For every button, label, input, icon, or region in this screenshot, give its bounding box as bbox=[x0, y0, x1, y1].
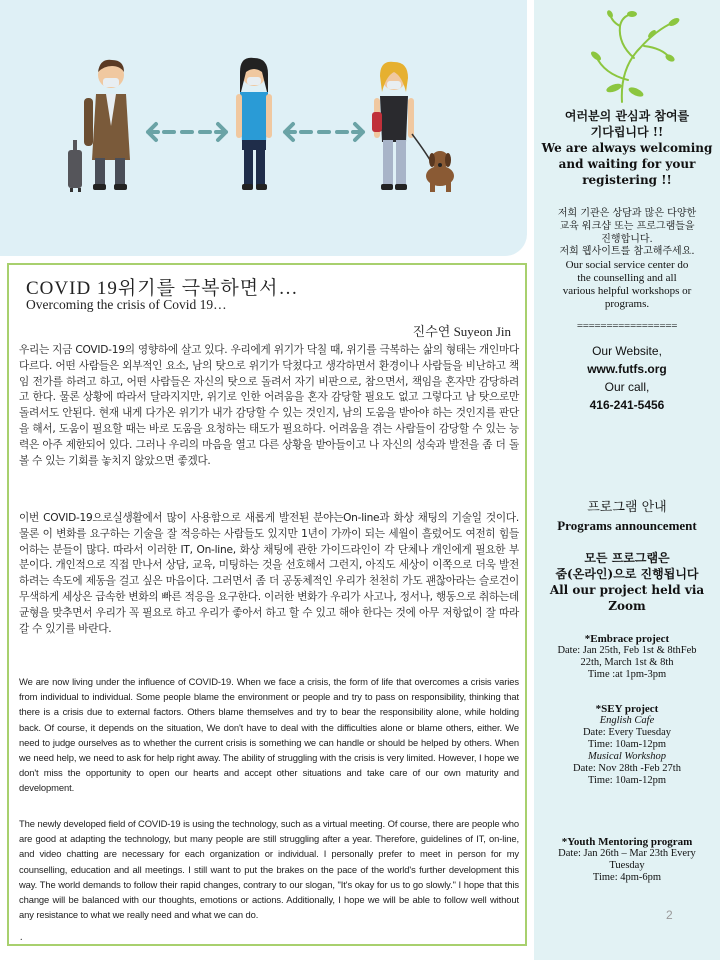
page-number: 2 bbox=[666, 908, 673, 922]
vine-decoration-icon bbox=[574, 8, 684, 104]
program-sey bbox=[534, 703, 720, 787]
programs-title-ko: 프로그램 안내 bbox=[587, 500, 667, 515]
program-date-cont: Tuesday bbox=[609, 860, 645, 871]
program-time: Time: 10am-12pm bbox=[587, 775, 667, 786]
desc-en-line-1: Our social service center do bbox=[565, 259, 689, 272]
zoom-ko-line-2: 줌(온라인)으로 진행됩니다 bbox=[555, 567, 699, 581]
program-subtitle: Musical Workshop bbox=[587, 751, 667, 762]
desc-en-line-2: the counselling and all bbox=[577, 271, 677, 284]
programs-heading bbox=[534, 499, 720, 535]
phone-number[interactable]: 416-241-5456 bbox=[589, 398, 665, 412]
desc-en-line-4: programs. bbox=[604, 297, 650, 310]
social-distancing-illustration bbox=[0, 0, 527, 256]
programs-title-en: Programs announcement bbox=[557, 518, 697, 533]
welcome-message bbox=[534, 108, 720, 188]
website-label: Our Website, bbox=[592, 344, 662, 358]
program-name: *Embrace project bbox=[584, 633, 670, 645]
article-paragraph-ko-1: 우리는 지금 COVID-19의 영향하에 살고 있다. 우리에게 위기가 닥칠 때, 위기를 극복하는 삶의 형태는 개인마다 다르다. 어떤 사람들은 외부적인 요소, 남의 탓으로 위기가 닥쳤다고 생각하면서 환경이나 사람들을 비난하고 책임 전가를 하려고 하고, 어떤 사람들은 자신의 탓으로 돌려서 자기 비판으로, 참으면서, 책임을 혼자만 감당하려고 한다. 물론 상황에 따라서 달라지지만, 위기로 인한 어려움을 혼자 감당할 필요도 없고 그렇다고 남 탓으로만 돌려서도 안된다. 현재 내게 다가온 위기가 내가 감당할 수 있는 것인지, 남의 도움을 받아야 하는 것인지를 판단을 해서, 도움이 필요할 때는 바로 도움을 요청하는 태도가 필요하다. 어려움을 겪는 사람들이 감당할 수 있는 능력은 아주 제한되어 있다. 그러나 우리의 마음을 열고 다른 상황을 받아들이고 나 자신의 성숙과 발전을 좀 더 돌볼 수 있는 기회를 놓치지 않았으면 좋겠다. bbox=[19, 344, 519, 467]
welcome-ko-line-1: 여러분의 관심과 참여를 bbox=[564, 109, 690, 123]
welcome-en-line-3: registering !! bbox=[582, 173, 672, 187]
program-date: Date: Jan 26th – Mar 23th Every bbox=[558, 848, 696, 859]
program-youth-mentoring bbox=[534, 836, 720, 884]
welcome-en-line-2: and waiting for your bbox=[558, 157, 696, 171]
zoom-en-line-1: All our project held via bbox=[549, 583, 705, 597]
separator-line: ================= bbox=[576, 320, 678, 332]
program-date-cont: 22th, March 1st & 8th bbox=[580, 657, 674, 668]
footer-mark: . bbox=[20, 932, 23, 943]
program-subtitle: English Cafe bbox=[599, 715, 655, 726]
article-title: COVID 19위기를 극복하면서… bbox=[26, 278, 299, 299]
welcome-ko-line-2: 기다립니다 !! bbox=[590, 125, 664, 139]
woman-with-dog-figure bbox=[372, 62, 454, 192]
hero-illustration bbox=[0, 0, 527, 256]
article-paragraph-ko-2: 이번 COVID-19으로실생활에서 많이 사용함으로 새롭게 발전된 분야는On-line과 화상 채팅의 기술일 것이다. 물론 이 변화를 요구하는 기술을 잘 적응하는 사람들도 있지만 1년이 가까이 되는 세월이 흘렀어도 여전히 힘들어하는 분들이 많다. 따라서 이러한 IT, On-line, 화상 채팅에 관한 가이드라인이 각 단체나 개인에게 필요한 부분이다. 개인적으로 직접 만나서 상담, 교육, 미팅하는 것을 선호해서 그런지, 아직도 세상이 이쪽으로 더욱 발전하려는 속도에 제동을 걸고 싶은 마음이다. 그러면서 좀 더 공동체적인 우리가 천천히 가도 괜찮아라는 슬로건이 무색하게 세상은 급속한 변화의 빠른 적응을 요구한다. 이러한 변화가 우리가 사고나, 정서나, 행동으로 취하는데 균형을 맞추면서 우리가 꼭 필요로 하고 우리가 좋아서 하고 할 수 있고 해야 한다는 것에 아무 저항없이 잘 따라 갈 수 있기를 바란다. bbox=[19, 512, 519, 635]
program-name: *SEY project bbox=[595, 703, 659, 715]
program-name: *Youth Mentoring program bbox=[561, 836, 693, 848]
zoom-notice bbox=[534, 550, 720, 614]
article-author: 진수연 Suyeon Jin bbox=[412, 324, 511, 339]
website-link[interactable]: www.futfs.org bbox=[587, 362, 667, 376]
program-time: Time :at 1pm-3pm bbox=[587, 669, 667, 680]
program-time: Time: 4pm-6pm bbox=[592, 872, 662, 883]
desc-ko-line-2: 교육 워크샵 또는 프로그램들을 bbox=[559, 220, 695, 232]
program-date: Date: Every Tuesday bbox=[582, 727, 672, 738]
call-label: Our call, bbox=[604, 380, 650, 394]
zoom-en-line-2: Zoom bbox=[608, 599, 646, 613]
program-date: Date: Nov 28th -Feb 27th bbox=[573, 763, 681, 774]
article-paragraph-en-1: We are now living under the influence of COVID-19. When we face a crisis, the form of life that overcomes a crisis varies from individual to individual. Some people blame the environment or people and try to pass on responsibility, thinking that there is a crisis due to external factors. Others blame themselves and try to bear the responsibility alone, while holding back. Of course, it depends on the situation, We don't have to deal with the difficulties alone or blame others, either. We need to judge ourselves as to whether the current crisis is something we can handle or should be helped by others. When we need help, we need to ask for help right away. The ability of struggling with the crisis is very limited. However, I hope we don't miss the opportunity to open our hearts and accept other situations and take care of our own maturity and development. bbox=[19, 676, 519, 794]
program-date: Date: Jan 25th, Feb 1st & 8thFeb bbox=[557, 645, 697, 656]
article-box bbox=[7, 263, 527, 946]
center-description bbox=[534, 208, 720, 310]
woman-figure bbox=[236, 58, 272, 190]
welcome-en-line-1: We are always welcoming bbox=[541, 141, 713, 155]
desc-ko-line-3: 진행합니다. bbox=[601, 233, 653, 245]
man-with-suitcase-figure bbox=[68, 60, 130, 192]
desc-ko-line-1: 저희 기관은 상담과 많은 다양한 bbox=[557, 208, 697, 219]
desc-en-line-3: various helpful workshops or bbox=[562, 284, 692, 297]
arrow-left-right-1 bbox=[148, 124, 226, 140]
program-embrace bbox=[534, 633, 720, 681]
sidebar bbox=[534, 0, 720, 960]
contact-info bbox=[534, 342, 720, 414]
desc-ko-line-4: 저희 웹사이트를 참고해주세요. bbox=[559, 246, 695, 258]
article-paragraph-en-2: The newly developed field of COVID-19 is using the technology, such as a virtual meeting. Of course, there are people who are good at adapting the technology, but many people are still struggling after a year. Therefore, guidelines of IT, on-line, and video chatting are necessary for each organization or individual. I personally prefer to meet in person for my counselling, education and all meetings. I still want to put the brakes on the pace of the world's further development this way. The world demands to follow their rapid changes, contrary to our slogan, "It's okay for us to go slowly." I hope that this change will be balanced with our thoughts, emotions or actions. Additionally, I hope we will be able to follow well without any resistance to what we really need and what we can do. bbox=[19, 818, 519, 921]
program-time: Time: 10am-12pm bbox=[587, 739, 667, 750]
arrow-left-right-2 bbox=[285, 124, 363, 140]
article-subtitle: Overcoming the crisis of Covid 19… bbox=[26, 297, 227, 312]
zoom-ko-line-1: 모든 프로그램은 bbox=[584, 551, 670, 565]
